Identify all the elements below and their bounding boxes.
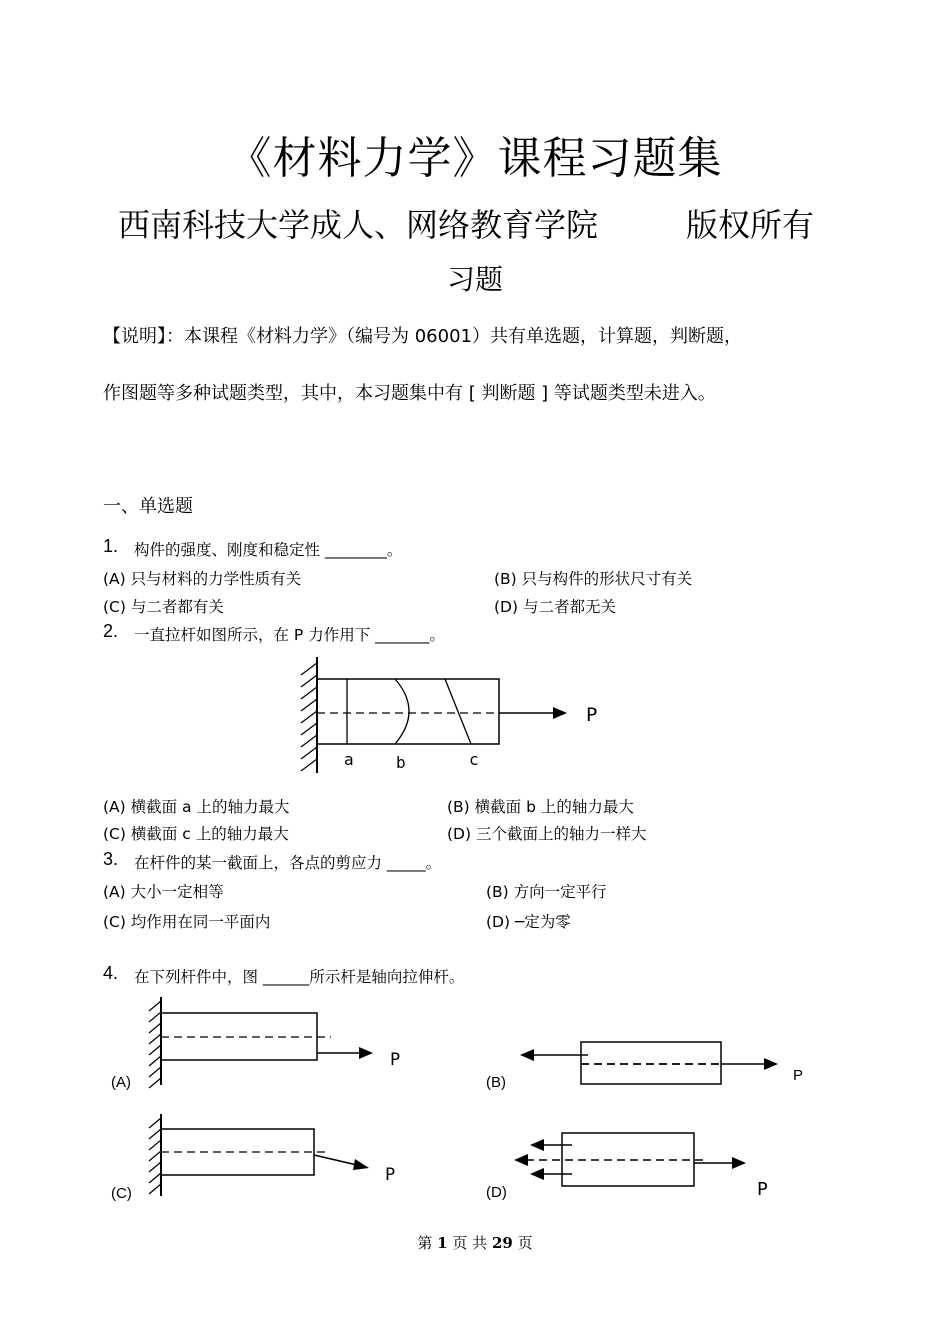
question-text: 在下列杆件中，图 ______所示杆是轴向拉伸杆。 (134, 968, 465, 986)
copyright-notice: 版权所有 (686, 206, 815, 244)
option-d: (D) 三个截面上的轴力一样大 (447, 825, 647, 843)
current-page-number: 1 (437, 1234, 448, 1252)
force-label-p: P (757, 1179, 768, 1200)
option-d: (D) ─定为零 (486, 913, 571, 931)
option-d: (D) 与二者都无关 (494, 598, 616, 616)
footer-suffix: 页 (517, 1234, 533, 1252)
option-c: (C) 均作用在同一平面内 (103, 913, 271, 931)
figure-label-c: (C) (111, 1185, 132, 1202)
force-label-p: P (793, 1067, 804, 1084)
question-text: 一直拉杆如图所示，在 P 力作用下 _______。 (134, 626, 445, 644)
section-label-b: b (396, 753, 406, 772)
force-label-p: P (586, 704, 598, 726)
total-pages-number: 29 (491, 1234, 513, 1252)
question-number: 2. (103, 621, 119, 641)
option-a: (A) 横截面 a 上的轴力最大 (103, 798, 290, 816)
question-text: 构件的强度、刚度和稳定性 ________。 (134, 541, 403, 559)
option-b: (B) 横截面 b 上的轴力最大 (447, 798, 634, 816)
question-text: 在杆件的某一截面上，各点的剪应力 _____。 (134, 854, 442, 872)
figure-label-d: (D) (486, 1184, 507, 1201)
option-c: (C) 横截面 c 上的轴力最大 (103, 825, 289, 843)
section-label-c: c (469, 750, 479, 769)
figure-option-d (480, 1125, 820, 1210)
document-title: 《材料力学》课程习题集 (227, 133, 723, 184)
option-a: (A) 只与材料的力学性质有关 (103, 570, 302, 588)
intro-line-2: 作图题等多种试题类型，其中，本习题集中有 [ 判断题 ] 等试题类型未进入。 (103, 383, 716, 404)
option-b: (B) 只与构件的形状尺寸有关 (494, 570, 693, 588)
footer-prefix: 第 (417, 1234, 433, 1252)
question-number: 1. (103, 536, 119, 556)
page-footer (0, 1232, 950, 1253)
figure-label-a: (A) (111, 1074, 131, 1091)
question-number: 4. (103, 963, 119, 983)
question-number: 3. (103, 849, 119, 869)
figure-option-a (105, 995, 415, 1095)
intro-line-1: 【说明】：本课程《材料力学》（编号为 06001）共有单选题，计算题，判断题， (103, 326, 742, 347)
section-heading-exercises: 习题 (446, 263, 503, 296)
option-b: (B) 方向一定平行 (486, 883, 607, 901)
figure-option-b (480, 1030, 820, 1100)
section-title: 一、单选题 (103, 496, 193, 517)
option-a: (A) 大小一定相等 (103, 883, 224, 901)
force-label-p: P (390, 1050, 401, 1070)
option-c: (C) 与二者都有关 (103, 598, 224, 616)
figure-option-c (105, 1112, 415, 1212)
institution-name: 西南科技大学成人、网络教育学院 (118, 206, 599, 244)
footer-mid: 页 共 (452, 1234, 488, 1252)
force-label-p: P (385, 1165, 396, 1185)
section-label-a: a (344, 750, 354, 769)
figure-label-b: (B) (486, 1074, 506, 1091)
tension-bar-figure (295, 655, 615, 780)
